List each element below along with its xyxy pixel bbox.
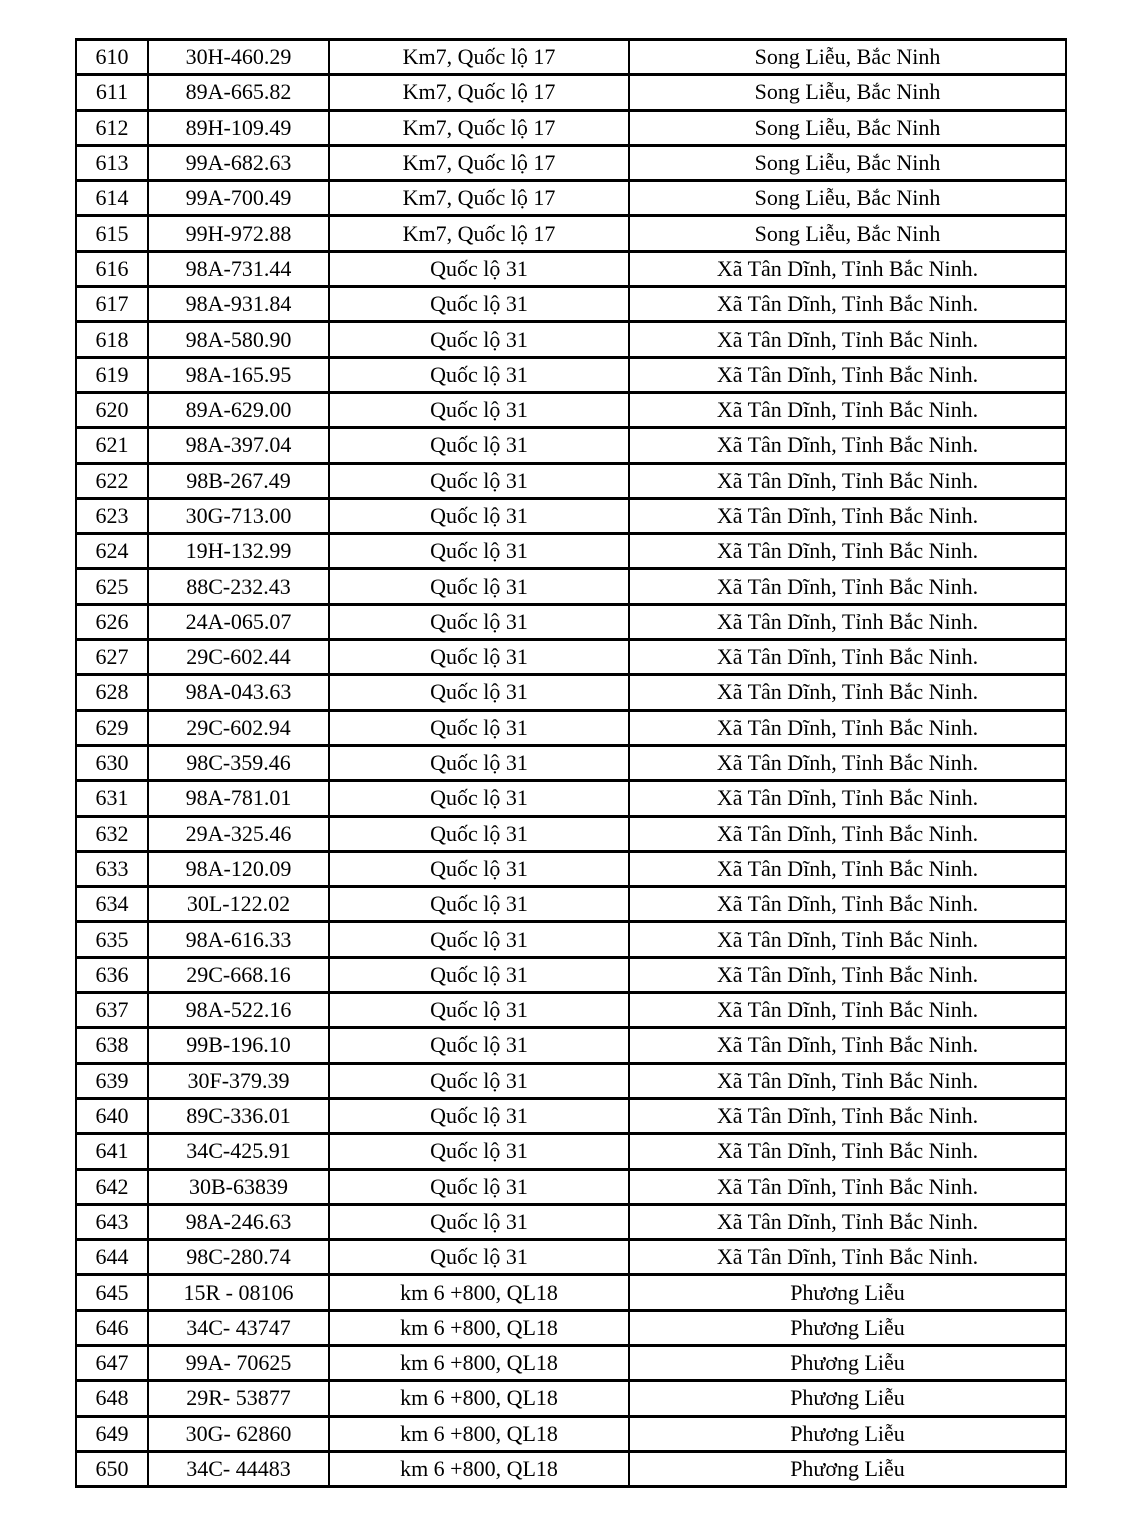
cell-stt: 617 bbox=[76, 287, 148, 322]
cell-place: Xã Tân Dĩnh, Tỉnh Bắc Ninh. bbox=[629, 1028, 1066, 1063]
cell-stt: 612 bbox=[76, 110, 148, 145]
table-row bbox=[76, 957, 1066, 992]
cell-stt: 626 bbox=[76, 604, 148, 639]
table-row bbox=[76, 1028, 1066, 1063]
table-row bbox=[76, 887, 1066, 922]
cell-stt: 628 bbox=[76, 675, 148, 710]
cell-place: Xã Tân Dĩnh, Tỉnh Bắc Ninh. bbox=[629, 675, 1066, 710]
cell-location: Quốc lộ 31 bbox=[329, 1169, 629, 1204]
cell-plate: 30H-460.29 bbox=[148, 40, 329, 75]
cell-plate: 34C-425.91 bbox=[148, 1134, 329, 1169]
cell-stt: 641 bbox=[76, 1134, 148, 1169]
cell-location: Quốc lộ 31 bbox=[329, 993, 629, 1028]
cell-stt: 631 bbox=[76, 781, 148, 816]
cell-stt: 640 bbox=[76, 1098, 148, 1133]
cell-plate: 98A-043.63 bbox=[148, 675, 329, 710]
cell-stt: 627 bbox=[76, 640, 148, 675]
cell-location: Quốc lộ 31 bbox=[329, 745, 629, 780]
cell-stt: 616 bbox=[76, 251, 148, 286]
cell-location: Quốc lộ 31 bbox=[329, 781, 629, 816]
cell-stt: 613 bbox=[76, 145, 148, 180]
cell-plate: 98A-931.84 bbox=[148, 287, 329, 322]
cell-location: Quốc lộ 31 bbox=[329, 1240, 629, 1275]
cell-location: Quốc lộ 31 bbox=[329, 957, 629, 992]
cell-place: Xã Tân Dĩnh, Tỉnh Bắc Ninh. bbox=[629, 1240, 1066, 1275]
table-row bbox=[76, 110, 1066, 145]
cell-place: Phương Liễu bbox=[629, 1310, 1066, 1345]
cell-location: Km7, Quốc lộ 17 bbox=[329, 181, 629, 216]
cell-stt: 615 bbox=[76, 216, 148, 251]
cell-place: Xã Tân Dĩnh, Tỉnh Bắc Ninh. bbox=[629, 287, 1066, 322]
table-row bbox=[76, 1204, 1066, 1239]
table-row bbox=[76, 428, 1066, 463]
cell-plate: 88C-232.43 bbox=[148, 569, 329, 604]
cell-plate: 99B-196.10 bbox=[148, 1028, 329, 1063]
cell-plate: 98A-246.63 bbox=[148, 1204, 329, 1239]
cell-location: Quốc lộ 31 bbox=[329, 534, 629, 569]
cell-stt: 625 bbox=[76, 569, 148, 604]
cell-plate: 29C-668.16 bbox=[148, 957, 329, 992]
cell-place: Xã Tân Dĩnh, Tỉnh Bắc Ninh. bbox=[629, 604, 1066, 639]
cell-plate: 98C-280.74 bbox=[148, 1240, 329, 1275]
cell-stt: 647 bbox=[76, 1345, 148, 1380]
table-row bbox=[76, 1063, 1066, 1098]
cell-location: Quốc lộ 31 bbox=[329, 851, 629, 886]
vehicle-plate-table-body bbox=[76, 40, 1066, 1487]
cell-place: Xã Tân Dĩnh, Tỉnh Bắc Ninh. bbox=[629, 1134, 1066, 1169]
cell-stt: 624 bbox=[76, 534, 148, 569]
table-row bbox=[76, 604, 1066, 639]
cell-location: Quốc lộ 31 bbox=[329, 287, 629, 322]
cell-stt: 637 bbox=[76, 993, 148, 1028]
cell-location: Quốc lộ 31 bbox=[329, 498, 629, 533]
cell-plate: 99A-682.63 bbox=[148, 145, 329, 180]
cell-location: Quốc lộ 31 bbox=[329, 392, 629, 427]
cell-location: Quốc lộ 31 bbox=[329, 428, 629, 463]
cell-plate: 29R- 53877 bbox=[148, 1381, 329, 1416]
cell-location: Quốc lộ 31 bbox=[329, 569, 629, 604]
cell-stt: 642 bbox=[76, 1169, 148, 1204]
table-row bbox=[76, 569, 1066, 604]
cell-plate: 98A-522.16 bbox=[148, 993, 329, 1028]
table-row bbox=[76, 710, 1066, 745]
cell-stt: 620 bbox=[76, 392, 148, 427]
cell-place: Xã Tân Dĩnh, Tỉnh Bắc Ninh. bbox=[629, 1098, 1066, 1133]
cell-place: Xã Tân Dĩnh, Tỉnh Bắc Ninh. bbox=[629, 251, 1066, 286]
table-row bbox=[76, 181, 1066, 216]
table-row bbox=[76, 1381, 1066, 1416]
cell-stt: 633 bbox=[76, 851, 148, 886]
cell-place: Xã Tân Dĩnh, Tỉnh Bắc Ninh. bbox=[629, 392, 1066, 427]
cell-stt: 630 bbox=[76, 745, 148, 780]
cell-place: Xã Tân Dĩnh, Tỉnh Bắc Ninh. bbox=[629, 816, 1066, 851]
table-row bbox=[76, 534, 1066, 569]
cell-location: km 6 +800, QL18 bbox=[329, 1451, 629, 1486]
cell-place: Xã Tân Dĩnh, Tỉnh Bắc Ninh. bbox=[629, 710, 1066, 745]
cell-stt: 623 bbox=[76, 498, 148, 533]
cell-plate: 99A- 70625 bbox=[148, 1345, 329, 1380]
cell-place: Xã Tân Dĩnh, Tỉnh Bắc Ninh. bbox=[629, 498, 1066, 533]
cell-location: km 6 +800, QL18 bbox=[329, 1275, 629, 1310]
cell-plate: 34C- 43747 bbox=[148, 1310, 329, 1345]
cell-plate: 98A-781.01 bbox=[148, 781, 329, 816]
table-row bbox=[76, 251, 1066, 286]
cell-stt: 635 bbox=[76, 922, 148, 957]
cell-stt: 632 bbox=[76, 816, 148, 851]
cell-stt: 634 bbox=[76, 887, 148, 922]
cell-plate: 30L-122.02 bbox=[148, 887, 329, 922]
cell-plate: 98A-397.04 bbox=[148, 428, 329, 463]
cell-place: Xã Tân Dĩnh, Tỉnh Bắc Ninh. bbox=[629, 463, 1066, 498]
cell-location: Km7, Quốc lộ 17 bbox=[329, 75, 629, 110]
table-row bbox=[76, 851, 1066, 886]
cell-place: Xã Tân Dĩnh, Tỉnh Bắc Ninh. bbox=[629, 357, 1066, 392]
cell-place: Phương Liễu bbox=[629, 1345, 1066, 1380]
cell-stt: 619 bbox=[76, 357, 148, 392]
cell-stt: 622 bbox=[76, 463, 148, 498]
cell-place: Xã Tân Dĩnh, Tỉnh Bắc Ninh. bbox=[629, 428, 1066, 463]
table-row bbox=[76, 1134, 1066, 1169]
table-row bbox=[76, 498, 1066, 533]
cell-location: Quốc lộ 31 bbox=[329, 1028, 629, 1063]
cell-place: Xã Tân Dĩnh, Tỉnh Bắc Ninh. bbox=[629, 781, 1066, 816]
cell-place: Xã Tân Dĩnh, Tỉnh Bắc Ninh. bbox=[629, 745, 1066, 780]
cell-stt: 614 bbox=[76, 181, 148, 216]
cell-plate: 30G-713.00 bbox=[148, 498, 329, 533]
cell-stt: 618 bbox=[76, 322, 148, 357]
cell-stt: 639 bbox=[76, 1063, 148, 1098]
table-row bbox=[76, 993, 1066, 1028]
cell-stt: 650 bbox=[76, 1451, 148, 1486]
table-row bbox=[76, 1275, 1066, 1310]
table-row bbox=[76, 781, 1066, 816]
cell-plate: 98A-165.95 bbox=[148, 357, 329, 392]
cell-stt: 644 bbox=[76, 1240, 148, 1275]
cell-location: Km7, Quốc lộ 17 bbox=[329, 40, 629, 75]
cell-stt: 638 bbox=[76, 1028, 148, 1063]
cell-place: Phương Liễu bbox=[629, 1451, 1066, 1486]
cell-place: Xã Tân Dĩnh, Tỉnh Bắc Ninh. bbox=[629, 957, 1066, 992]
cell-plate: 15R - 08106 bbox=[148, 1275, 329, 1310]
table-row bbox=[76, 1310, 1066, 1345]
cell-location: Quốc lộ 31 bbox=[329, 922, 629, 957]
cell-place: Song Liễu, Bắc Ninh bbox=[629, 145, 1066, 180]
cell-location: Quốc lộ 31 bbox=[329, 675, 629, 710]
table-row bbox=[76, 1169, 1066, 1204]
cell-plate: 19H-132.99 bbox=[148, 534, 329, 569]
cell-plate: 98A-580.90 bbox=[148, 322, 329, 357]
table-row bbox=[76, 675, 1066, 710]
cell-place: Xã Tân Dĩnh, Tỉnh Bắc Ninh. bbox=[629, 851, 1066, 886]
table-row bbox=[76, 357, 1066, 392]
table-row bbox=[76, 463, 1066, 498]
cell-place: Xã Tân Dĩnh, Tỉnh Bắc Ninh. bbox=[629, 534, 1066, 569]
cell-plate: 30B-63839 bbox=[148, 1169, 329, 1204]
cell-location: Quốc lộ 31 bbox=[329, 251, 629, 286]
cell-place: Xã Tân Dĩnh, Tỉnh Bắc Ninh. bbox=[629, 569, 1066, 604]
cell-location: Quốc lộ 31 bbox=[329, 1063, 629, 1098]
cell-plate: 89H-109.49 bbox=[148, 110, 329, 145]
cell-stt: 645 bbox=[76, 1275, 148, 1310]
cell-plate: 29A-325.46 bbox=[148, 816, 329, 851]
cell-location: Km7, Quốc lộ 17 bbox=[329, 216, 629, 251]
cell-location: Quốc lộ 31 bbox=[329, 1204, 629, 1239]
cell-place: Xã Tân Dĩnh, Tỉnh Bắc Ninh. bbox=[629, 1204, 1066, 1239]
cell-location: km 6 +800, QL18 bbox=[329, 1381, 629, 1416]
cell-place: Phương Liễu bbox=[629, 1275, 1066, 1310]
cell-stt: 643 bbox=[76, 1204, 148, 1239]
cell-place: Xã Tân Dĩnh, Tỉnh Bắc Ninh. bbox=[629, 322, 1066, 357]
cell-location: Quốc lộ 31 bbox=[329, 1098, 629, 1133]
table-row bbox=[76, 1240, 1066, 1275]
cell-stt: 636 bbox=[76, 957, 148, 992]
table-row bbox=[76, 145, 1066, 180]
cell-plate: 89C-336.01 bbox=[148, 1098, 329, 1133]
cell-plate: 98A-616.33 bbox=[148, 922, 329, 957]
cell-plate: 99H-972.88 bbox=[148, 216, 329, 251]
table-row bbox=[76, 40, 1066, 75]
cell-plate: 34C- 44483 bbox=[148, 1451, 329, 1486]
table-row bbox=[76, 1416, 1066, 1451]
table-row bbox=[76, 1451, 1066, 1486]
cell-place: Song Liễu, Bắc Ninh bbox=[629, 181, 1066, 216]
cell-stt: 629 bbox=[76, 710, 148, 745]
table-row bbox=[76, 816, 1066, 851]
cell-location: Quốc lộ 31 bbox=[329, 1134, 629, 1169]
cell-location: Km7, Quốc lộ 17 bbox=[329, 110, 629, 145]
cell-location: Quốc lộ 31 bbox=[329, 357, 629, 392]
cell-place: Xã Tân Dĩnh, Tỉnh Bắc Ninh. bbox=[629, 1063, 1066, 1098]
cell-place: Phương Liễu bbox=[629, 1416, 1066, 1451]
cell-location: km 6 +800, QL18 bbox=[329, 1310, 629, 1345]
cell-plate: 99A-700.49 bbox=[148, 181, 329, 216]
cell-place: Song Liễu, Bắc Ninh bbox=[629, 110, 1066, 145]
table-row bbox=[76, 287, 1066, 322]
cell-stt: 649 bbox=[76, 1416, 148, 1451]
table-row bbox=[76, 216, 1066, 251]
cell-location: Km7, Quốc lộ 17 bbox=[329, 145, 629, 180]
cell-stt: 621 bbox=[76, 428, 148, 463]
cell-location: Quốc lộ 31 bbox=[329, 604, 629, 639]
cell-plate: 89A-629.00 bbox=[148, 392, 329, 427]
cell-place: Xã Tân Dĩnh, Tỉnh Bắc Ninh. bbox=[629, 993, 1066, 1028]
table-row bbox=[76, 322, 1066, 357]
cell-stt: 611 bbox=[76, 75, 148, 110]
cell-plate: 89A-665.82 bbox=[148, 75, 329, 110]
cell-plate: 98A-120.09 bbox=[148, 851, 329, 886]
cell-place: Xã Tân Dĩnh, Tỉnh Bắc Ninh. bbox=[629, 922, 1066, 957]
table-row bbox=[76, 1098, 1066, 1133]
cell-stt: 646 bbox=[76, 1310, 148, 1345]
cell-plate: 24A-065.07 bbox=[148, 604, 329, 639]
cell-plate: 30G- 62860 bbox=[148, 1416, 329, 1451]
table-row bbox=[76, 640, 1066, 675]
cell-stt: 610 bbox=[76, 40, 148, 75]
cell-place: Xã Tân Dĩnh, Tỉnh Bắc Ninh. bbox=[629, 1169, 1066, 1204]
cell-location: km 6 +800, QL18 bbox=[329, 1345, 629, 1380]
cell-location: Quốc lộ 31 bbox=[329, 816, 629, 851]
cell-place: Song Liễu, Bắc Ninh bbox=[629, 216, 1066, 251]
cell-plate: 98C-359.46 bbox=[148, 745, 329, 780]
cell-location: Quốc lộ 31 bbox=[329, 710, 629, 745]
vehicle-plate-table bbox=[75, 38, 1067, 1488]
cell-plate: 98B-267.49 bbox=[148, 463, 329, 498]
cell-place: Xã Tân Dĩnh, Tỉnh Bắc Ninh. bbox=[629, 887, 1066, 922]
cell-location: Quốc lộ 31 bbox=[329, 887, 629, 922]
cell-plate: 98A-731.44 bbox=[148, 251, 329, 286]
cell-plate: 29C-602.94 bbox=[148, 710, 329, 745]
cell-location: Quốc lộ 31 bbox=[329, 463, 629, 498]
cell-place: Song Liễu, Bắc Ninh bbox=[629, 75, 1066, 110]
cell-location: Quốc lộ 31 bbox=[329, 640, 629, 675]
cell-plate: 29C-602.44 bbox=[148, 640, 329, 675]
cell-stt: 648 bbox=[76, 1381, 148, 1416]
table-row bbox=[76, 922, 1066, 957]
cell-location: km 6 +800, QL18 bbox=[329, 1416, 629, 1451]
table-row bbox=[76, 1345, 1066, 1380]
table-row bbox=[76, 392, 1066, 427]
cell-place: Phương Liễu bbox=[629, 1381, 1066, 1416]
cell-place: Song Liễu, Bắc Ninh bbox=[629, 40, 1066, 75]
table-row bbox=[76, 75, 1066, 110]
cell-location: Quốc lộ 31 bbox=[329, 322, 629, 357]
cell-plate: 30F-379.39 bbox=[148, 1063, 329, 1098]
cell-place: Xã Tân Dĩnh, Tỉnh Bắc Ninh. bbox=[629, 640, 1066, 675]
table-row bbox=[76, 745, 1066, 780]
